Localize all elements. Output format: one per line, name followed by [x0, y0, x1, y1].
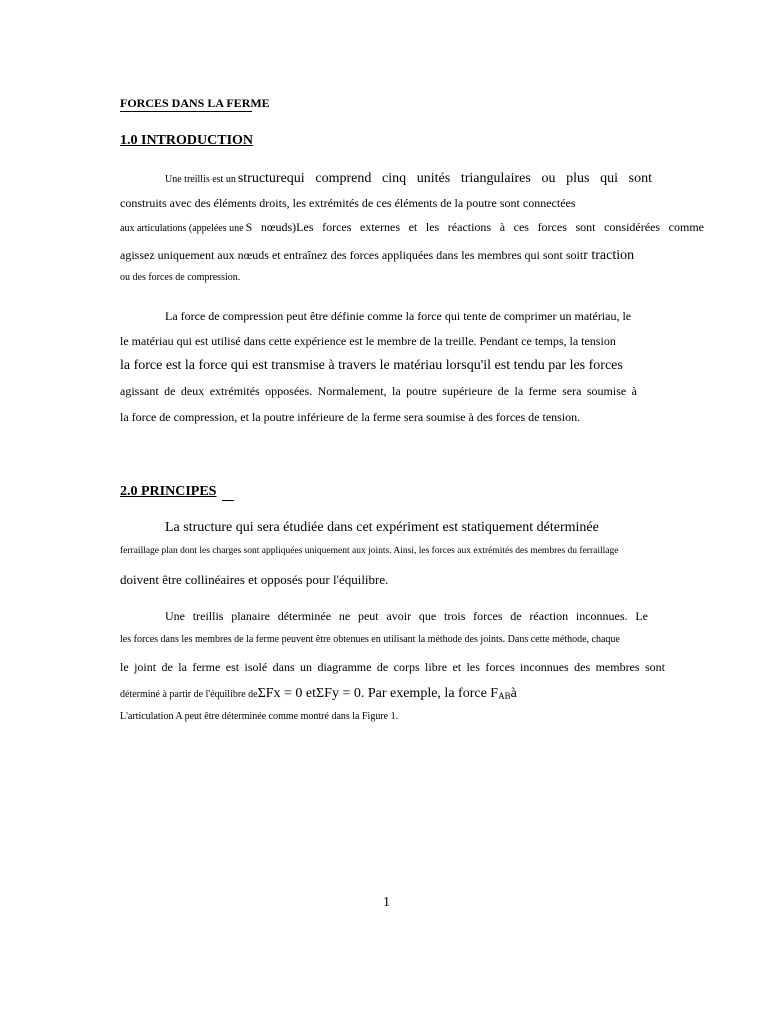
equation-text: ΣFx = 0 etΣFy = 0. Par exemple, la force F: [257, 686, 499, 701]
title-underline: [120, 111, 252, 112]
paragraph-line: la force est la force qui est transmise à travers le matériau lorsqu'il est tendu par les forces: [120, 358, 623, 373]
paragraph-line: Une treillis planaire déterminée ne peut avoir que trois forces de réaction inconnues. Le: [165, 609, 648, 623]
section-heading-principes: 2.0 PRINCIPES: [120, 484, 217, 499]
heading-underline-tail: [222, 500, 234, 501]
section-heading-introduction: 1.0 INTRODUCTION: [120, 133, 254, 148]
paragraph-line: le matériau qui est utilisé dans cette expérience est le membre de la treille. Pendant ce temps, la tension: [120, 334, 616, 348]
paragraph-line: agissant de deux extrémités opposées. Normalement, la poutre supérieure de la ferme sera soumise à: [120, 384, 637, 398]
document-title: FORCES DANS LA FERME: [120, 96, 270, 110]
paragraph-line: les forces dans les membres de la ferme peuvent être obtenues en utilisant la méthode des joints. Dans cette méthode, chaque: [120, 634, 620, 645]
paragraph-line: ou des forces de compression.: [120, 272, 241, 283]
paragraph-line: doivent être collinéaires et opposés pour l'équilibre.: [120, 572, 389, 587]
paragraph-line: [165, 171, 652, 187]
paragraph-line: le joint de la ferme est isolé dans un diagramme de corps libre et les forces inconnues des membres sont: [120, 660, 665, 674]
paragraph-line: [120, 684, 517, 702]
paragraph-line: la force de compression, et la poutre inférieure de la ferme sera soumise à des forces de tension.: [120, 410, 581, 424]
text-run: agissez uniquement aux nœuds et entraînez des forces appliquées dans les membres qui sont soit: [120, 248, 584, 262]
text-run: déterminé à partir de l'équilibre de: [120, 689, 258, 700]
text-run: S nœuds)Les forces externes et les réactions à ces forces sont considérées comme: [245, 220, 704, 234]
text-run: Une treillis est un: [165, 174, 236, 185]
paragraph-line: [120, 220, 704, 235]
paragraph-line: L'articulation A peut être déterminée comme montré dans la Figure 1.: [120, 711, 399, 722]
text-run: à: [510, 686, 517, 701]
text-run: r traction: [583, 248, 635, 263]
page-number: 1: [383, 895, 390, 910]
paragraph-line: La force de compression peut être définie comme la force qui tente de comprimer un matériau, le: [165, 309, 632, 323]
paragraph-line: La structure qui sera étudiée dans cet expériment est statiquement déterminée: [165, 520, 599, 535]
paragraph-line: construits avec des éléments droits, les extrémités de ces éléments de la poutre sont connectées: [120, 196, 576, 210]
paragraph-line: ferraillage plan dont les charges sont appliquées uniquement aux joints. Ainsi, les forces aux extrémités des membres du ferraillage: [120, 546, 619, 556]
subscript-ab: AB: [498, 691, 511, 701]
text-run: aux articulations (appelées une: [120, 223, 244, 234]
paragraph-line: [120, 246, 634, 264]
text-run: structurequi comprend cinq unités triangulaires ou plus qui sont: [237, 171, 652, 186]
